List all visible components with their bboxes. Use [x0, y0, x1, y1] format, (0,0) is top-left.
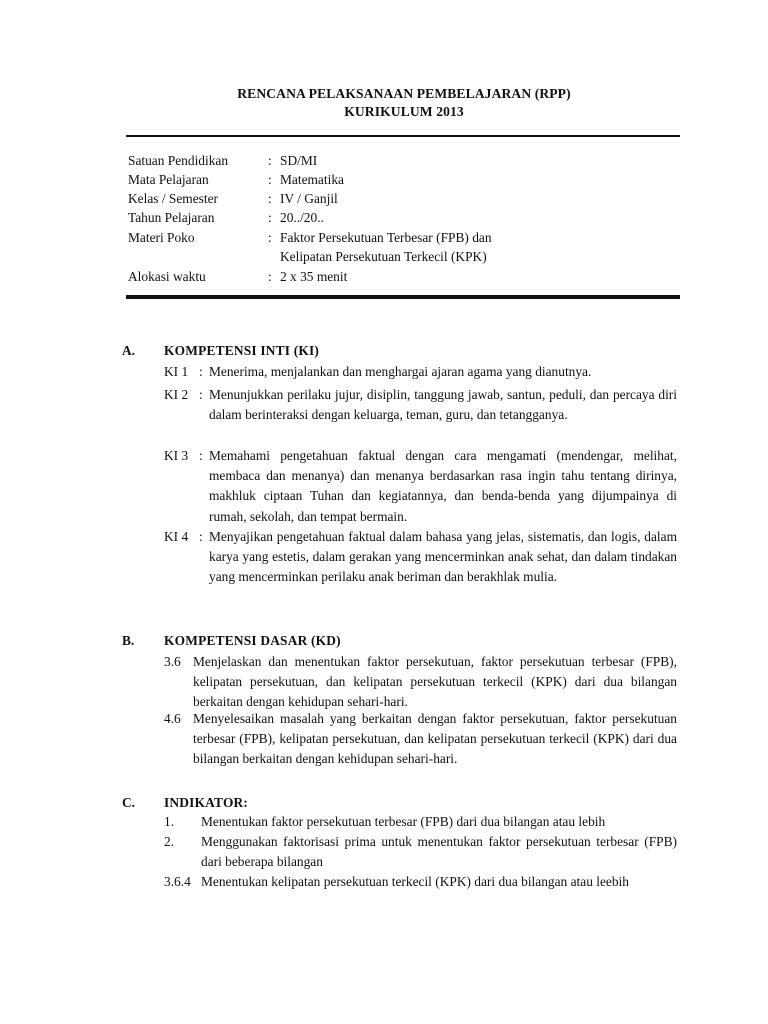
kd-text: Menyelesaikan masalah yang berkaitan dengan faktor persekutuan, faktor persekutuan terbesar (FPB), kelipatan persekutuan, dan kelipatan persekutuan terkecil (KPK) dari dua bilangan berkaitan dengan kehidupan sehari-hari.: [193, 711, 677, 767]
ki-colon: :: [199, 387, 203, 402]
identity-label: Satuan Pendidikan: [128, 153, 229, 168]
identity-separator: :: [268, 230, 272, 245]
identity-divider: [126, 295, 680, 299]
kd-text: Menjelaskan dan menentukan faktor persekutuan, faktor persekutuan terbesar (FPB), kelipatan persekutuan, dan kelipatan persekutuan terkecil (KPK) dari dua bilangan berkaitan dengan kehidupan sehari-hari.: [193, 654, 677, 710]
ki-colon: :: [199, 364, 203, 379]
ki-label: KI 3: [164, 448, 189, 463]
ki-text: Memahami pengetahuan faktual dengan cara mengamati (mendengar, melihat, membaca dan menanya) dan menanya berdasarkan rasa ingin tahu tentang dirinya, makhluk ciptaan Tuhan dan kegiatannya, dan benda-benda yang dijumpainya di rumah, sekolah, dan tempat bermain.: [209, 448, 677, 524]
section-b-title: KOMPETENSI DASAR (KD): [164, 633, 341, 648]
ki-text: Menunjukkan perilaku jujur, disiplin, tanggung jawab, santun, peduli, dan percaya diri dalam berinteraksi dengan keluarga, teman, guru, dan tetangganya.: [209, 387, 677, 423]
ki-colon: :: [199, 448, 203, 463]
identity-value: 20../20..: [280, 210, 324, 225]
indicator-text: Menentukan kelipatan persekutuan terkecil (KPK) dari dua bilangan atau leebih: [201, 874, 629, 889]
identity-separator: :: [268, 210, 272, 225]
identity-separator: :: [268, 191, 272, 206]
identity-value: SD/MI: [280, 153, 318, 168]
identity-value: Matematika: [280, 172, 344, 187]
document-subtitle: KURIKULUM 2013: [344, 104, 464, 119]
identity-label: Materi Poko: [128, 230, 195, 245]
section-c-title: INDIKATOR:: [164, 795, 249, 810]
indicator-text: Menentukan faktor persekutuan terbesar (FPB) dari dua bilangan atau lebih: [201, 814, 606, 829]
kd-number: 4.6: [164, 711, 181, 726]
document-title: RENCANA PELAKSANAAN PEMBELAJARAN (RPP): [237, 86, 571, 101]
identity-label: Tahun Pelajaran: [128, 210, 215, 225]
section-a-title: KOMPETENSI INTI (KI): [164, 343, 320, 358]
header-divider: [126, 135, 680, 137]
ki-label: KI 1: [164, 364, 189, 379]
identity-separator: :: [268, 172, 272, 187]
identity-separator: :: [268, 269, 272, 284]
ki-text: Menyajikan pengetahuan faktual dalam bahasa yang jelas, sistematis, dan logis, dalam karya yang estetis, dalam gerakan yang mencerminkan anak sehat, dan dalam tindakan yang mencerminkan perilaku anak beriman dan berakhlak mulia.: [209, 529, 677, 585]
indicator-number: 2.: [164, 834, 175, 849]
identity-label: Mata Pelajaran: [128, 172, 209, 187]
indicator-number: 3.6.4: [164, 874, 191, 889]
ki-text: Menerima, menjalankan dan menghargai ajaran agama yang dianutnya.: [209, 364, 592, 379]
ki-colon: :: [199, 529, 203, 544]
kd-number: 3.6: [164, 654, 181, 669]
identity-value-continued: Kelipatan Persekutuan Terkecil (KPK): [280, 249, 487, 264]
identity-label: Kelas / Semester: [128, 191, 218, 206]
section-b-letter: B.: [122, 633, 135, 648]
section-c-letter: C.: [122, 795, 136, 810]
identity-value: IV / Ganjil: [280, 191, 338, 206]
section-a-letter: A.: [122, 343, 136, 358]
identity-value: 2 x 35 menit: [280, 269, 348, 284]
ki-label: KI 4: [164, 529, 189, 544]
ki-label: KI 2: [164, 387, 189, 402]
identity-separator: :: [268, 153, 272, 168]
indicator-number: 1.: [164, 814, 175, 829]
identity-label: Alokasi waktu: [128, 269, 206, 284]
indicator-text: Menggunakan faktorisasi prima untuk menentukan faktor persekutuan terbesar (FPB) dari beberapa bilangan: [201, 834, 677, 870]
identity-value: Faktor Persekutuan Terbesar (FPB) dan: [280, 230, 492, 245]
